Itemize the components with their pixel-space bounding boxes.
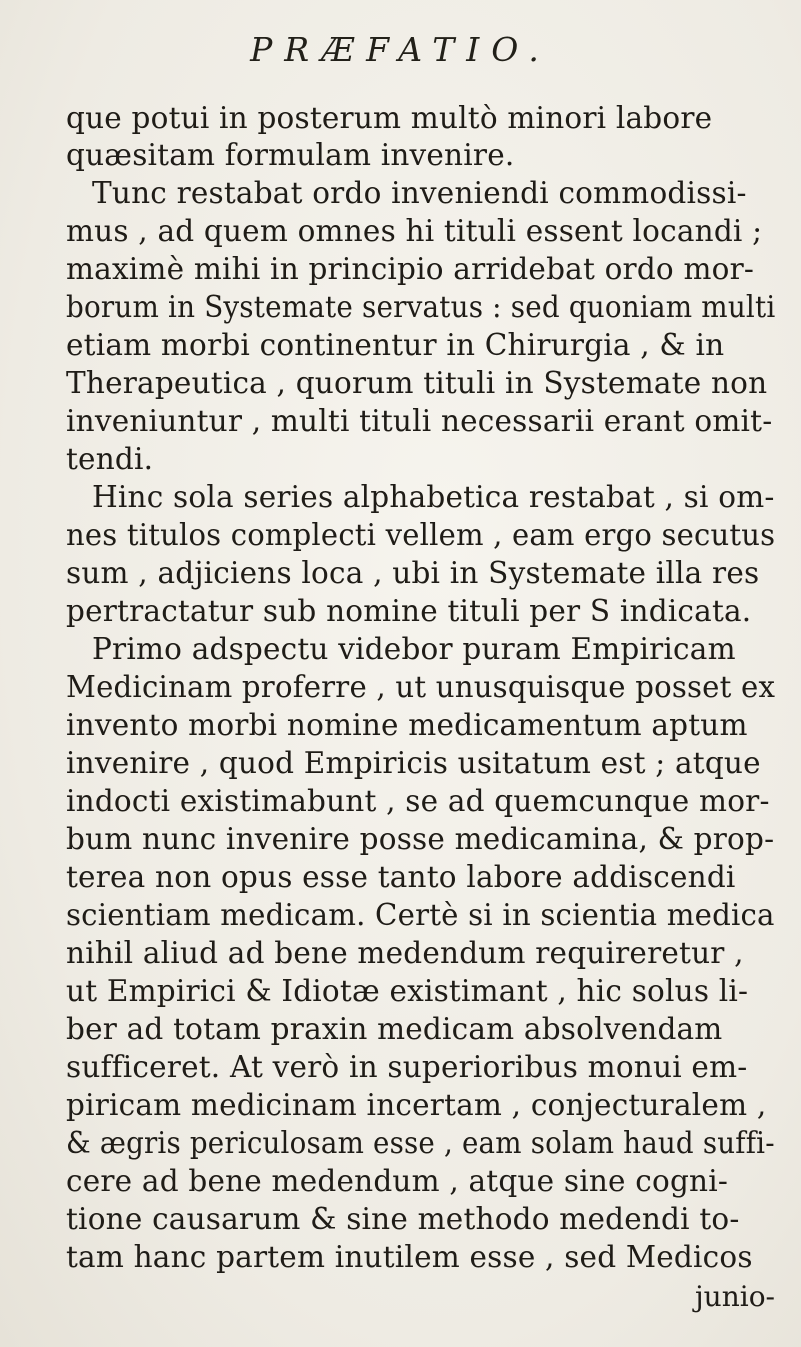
text-line: ut Empirici & Idiotæ existimant , hic solus li- [66, 974, 749, 1008]
text-line: tione causarum & sine methodo medendi to- [66, 1202, 740, 1236]
text-line: invenire , quod Empiricis usitatum est ; atque [66, 746, 761, 780]
text-line: inveniuntur , multi tituli necessarii erant omit- [66, 404, 773, 438]
text-line: scientiam medicam. Certè si in scientia medica [66, 898, 775, 932]
text-line: Tunc restabat ordo inveniendi commodissi- [92, 176, 747, 210]
text-line: sufficeret. At verò in superioribus monui em- [66, 1050, 748, 1084]
text-line: & ægris periculosam esse , eam solam haud suffi- [66, 1126, 775, 1160]
text-line: Hinc sola series alphabetica restabat , si om- [92, 480, 775, 514]
text-line: pertractatur sub nomine tituli per S indicata. [66, 594, 752, 628]
text-line: cere ad bene medendum , atque sine cogni- [66, 1164, 729, 1198]
text-line: piricam medicinam incertam , conjecturalem , [66, 1088, 767, 1122]
text-line: Medicinam proferre , ut unusquisque posset ex [66, 670, 776, 704]
text-line: tendi. [66, 442, 154, 476]
catchword: junio- [695, 1280, 776, 1313]
text-line: borum in Systemate servatus : sed quoniam multi [66, 290, 776, 324]
text-line: maximè mihi in principio arridebat ordo mor- [66, 252, 755, 286]
text-line: bum nunc invenire posse medicamina, & prop- [66, 822, 775, 856]
running-head: PRÆFATIO. [250, 30, 551, 69]
text-line: etiam morbi continentur in Chirurgia , & in [66, 328, 725, 362]
text-line: terea non opus esse tanto labore addiscendi [66, 860, 736, 894]
text-line: ber ad totam praxin medicam absolvendam [66, 1012, 723, 1046]
text-line: mus , ad quem omnes hi tituli essent locandi ; [66, 214, 763, 248]
text-line: invento morbi nomine medicamentum aptum [66, 708, 748, 742]
text-line: tam hanc partem inutilem esse , sed Medicos [66, 1240, 753, 1274]
text-line: indocti existimabunt , se ad quemcunque mor- [66, 784, 770, 818]
text-line: que potui in posterum multò minori labore [66, 101, 713, 135]
text-line: Therapeutica , quorum tituli in Systemate non [66, 366, 768, 400]
text-line: quæsitam formulam invenire. [66, 138, 515, 172]
text-line: nihil aliud ad bene medendum requireretur , [66, 936, 744, 970]
text-line: Primo adspectu videbor puram Empiricam [92, 632, 736, 666]
text-line: nes titulos complecti vellem , eam ergo secutus [66, 518, 776, 552]
text-line: sum , adjiciens loca , ubi in Systemate illa res [66, 556, 760, 590]
